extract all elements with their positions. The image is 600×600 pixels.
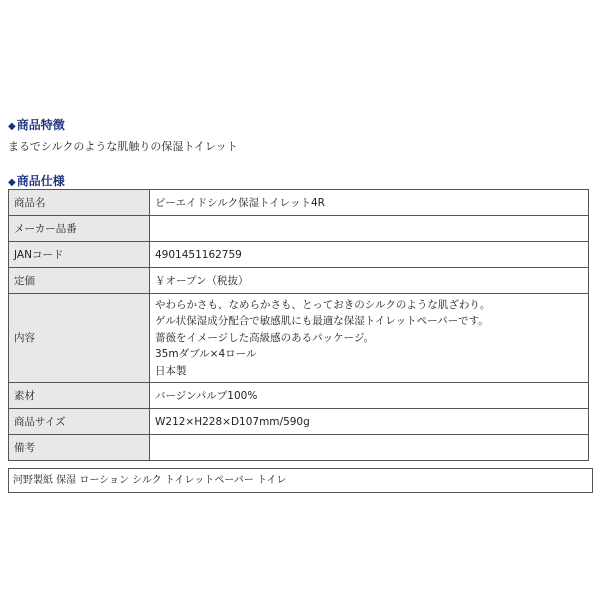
spec-heading [8, 174, 65, 190]
spec-row-price [9, 268, 589, 294]
spec-label: 備考 [9, 435, 150, 461]
spec-value [150, 216, 589, 242]
spec-label: 内容 [9, 294, 150, 383]
spec-value [150, 435, 589, 461]
spec-row-material [9, 383, 589, 409]
features-heading [8, 118, 65, 134]
contents-line: ゲル状保湿成分配合で敏感肌にも最適な保湿トイレットペーパーです。 [155, 315, 489, 328]
features-heading-text: 商品特徴 [16, 118, 65, 132]
spec-row-notes [9, 435, 589, 461]
spec-label: 商品サイズ [9, 409, 150, 435]
features-description: まるでシルクのような肌触りの保湿トイレット [8, 140, 238, 153]
contents-line: やわらかさも、なめらかさも、とっておきのシルクのような肌ざわり。 [155, 298, 491, 311]
spec-label: メーカー品番 [9, 216, 150, 242]
diamond-bullet-icon: ◆ [8, 177, 16, 188]
contents-line: 日本製 [155, 364, 187, 377]
spec-label: JANコード [9, 242, 150, 268]
spec-label: 商品名 [9, 190, 150, 216]
spec-value: バージンパルプ100% [150, 383, 589, 409]
contents-line: 35mダブル×4ロール [155, 348, 257, 361]
spec-table [8, 189, 589, 461]
spec-row-jan-code [9, 242, 589, 268]
keyword-footer: 河野製紙 保湿 ローション シルク トイレットペーパー トイレ [8, 468, 593, 493]
spec-row-maker-code [9, 216, 589, 242]
spec-label: 素材 [9, 383, 150, 409]
spec-value: ￥オープン（税抜） [150, 268, 589, 294]
spec-row-contents [9, 294, 589, 383]
spec-value: ピーエイドシルク保湿トイレット4R [150, 190, 589, 216]
spec-value: W212×H228×D107mm/590g [150, 409, 589, 435]
spec-value: 4901451162759 [150, 242, 589, 268]
diamond-bullet-icon: ◆ [8, 121, 16, 132]
spec-row-size [9, 409, 589, 435]
spec-value-contents [150, 294, 589, 383]
contents-line: 薔薇をイメージした高級感のあるパッケージ。 [155, 331, 375, 344]
spec-label: 定価 [9, 268, 150, 294]
spec-row-product-name [9, 190, 589, 216]
spec-heading-text: 商品仕様 [16, 174, 65, 188]
